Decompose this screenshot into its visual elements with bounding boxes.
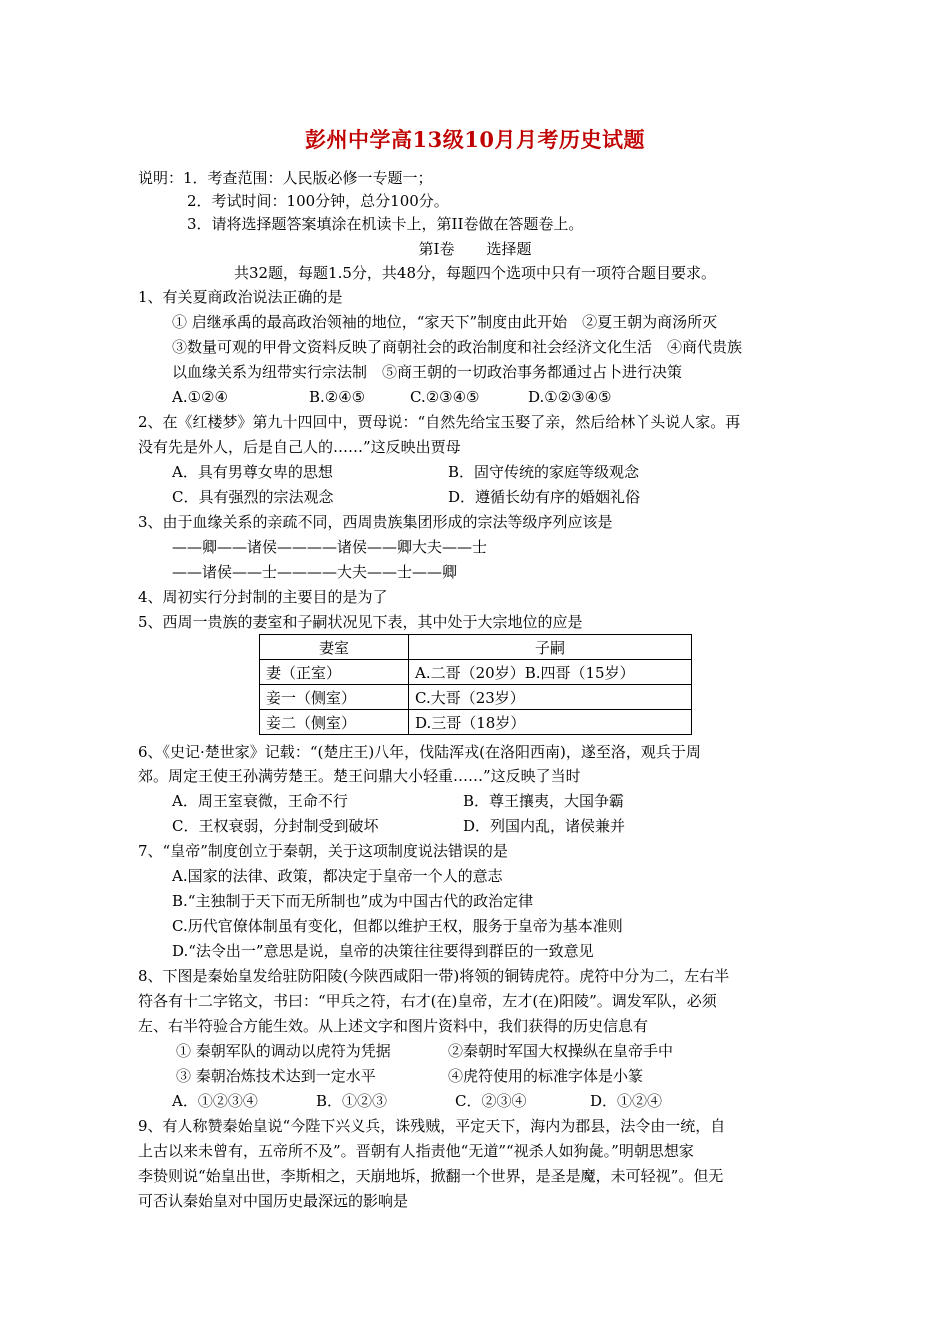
instructions-label: 说明：: [138, 169, 184, 187]
page-title: 彭州中学高13级10月月考历史试题: [305, 127, 645, 152]
q6-option-d: D．列国内乱，诸侯兼并: [463, 817, 626, 835]
instructions-line-1: 说明：1．考查范围：人民版必修一专题一；: [138, 169, 433, 187]
q8-item-2: ②秦朝时军国大权操纵在皇帝手中: [448, 1042, 674, 1060]
section-heading: 第I卷 选择题: [418, 240, 532, 258]
q3-line-2: ——诸侯——士————大夫——士——卿: [172, 563, 458, 581]
q9-stem-line-3: 李贽则说“始皇出世，李斯相之，天崩地坼，掀翻一个世界，是圣是魔，未可轻视”。但无: [138, 1167, 724, 1185]
q9-stem-line-4: 可否认秦始皇对中国历史最深远的影响是: [138, 1192, 409, 1210]
q8-stem-line-1: 8、下图是秦始皇发给驻防阳陵(今陕西咸阳一带)将领的铜铸虎符。虎符中分为二，左右半: [138, 967, 730, 985]
q1-option-a: A.①②④: [172, 388, 228, 406]
q1-line-3: 以血缘关系为纽带实行宗法制 ⑤商王朝的一切政治事务都通过占卜进行决策: [172, 363, 683, 381]
q5-stem: 5、西周一贵族的妻室和子嗣状况见下表，其中处于大宗地位的应是: [138, 613, 583, 631]
table-row: [260, 710, 692, 735]
table-header-cell: 妻室: [260, 635, 409, 660]
q7-stem: 7、“皇帝”制度创立于秦朝，关于这项制度说法错误的是: [138, 842, 508, 860]
q6-option-c: C．王权衰弱，分封制受到破坏: [172, 817, 379, 835]
q9-stem-line-2: 上古以来未曾有，五帝所不及”。晋朝有人指责他“无道”“视杀人如狗彘。”明朝思想家: [138, 1142, 694, 1160]
q2-option-c: C．具有强烈的宗法观念: [172, 488, 334, 506]
instructions-line-3: 3．请将选择题答案填涂在机读卡上，第II卷做在答题卷上。: [187, 215, 584, 233]
q9-stem-line-1: 9、有人称赞秦始皇说“今陛下兴义兵，诛残贼，平定天下，海内为郡县，法令由一统，自: [138, 1117, 726, 1135]
q8-option-a: A．①②③④: [172, 1092, 258, 1110]
table-row: [260, 685, 692, 710]
table-header-row: [260, 635, 692, 660]
q6-option-b: B．尊王攘夷，大国争霸: [463, 792, 625, 810]
q4-stem: 4、周初实行分封制的主要目的是为了: [138, 588, 388, 606]
q8-option-b: B．①②③: [316, 1092, 388, 1110]
q7-option-c: C.历代官僚体制虽有变化，但都以维护王权，服务于皇帝为基本准则: [172, 917, 623, 935]
q5-table: [259, 634, 692, 735]
table-row: [260, 660, 692, 685]
q7-option-d: D.“法令出一”意思是说，皇帝的决策往往要得到群臣的一致意见: [172, 942, 594, 960]
q6-option-a: A．周王室衰微，王命不行: [172, 792, 348, 810]
table-cell: 妾一（侧室）: [260, 685, 409, 710]
table-cell: 妻（正室）: [260, 660, 409, 685]
q1-option-d: D.①②③④⑤: [528, 388, 612, 406]
q8-option-d: D．①②④: [590, 1092, 663, 1110]
table-header-cell: 子嗣: [409, 635, 692, 660]
q8-item-3: ③ 秦朝冶炼技术达到一定水平: [176, 1067, 376, 1085]
table-cell: 妾二（侧室）: [260, 710, 409, 735]
q1-option-c: C.②③④⑤: [410, 388, 480, 406]
q3-stem: 3、由于血缘关系的亲疏不同，西周贵族集团形成的宗法等级序列应该是: [138, 513, 613, 531]
q6-stem-line-1: 6、《史记·楚世家》记载：“(楚庄王)八年，伐陆浑戎(在洛阳西南)，遂至洛，观兵于周: [138, 743, 701, 761]
q8-item-1: ① 秦朝军队的调动以虎符为凭据: [176, 1042, 391, 1060]
q6-stem-line-2: 郊。周定王使王孙满劳楚王。楚王问鼎大小轻重……”这反映了当时: [138, 767, 581, 785]
q1-line-2: ③数量可观的甲骨文资料反映了商朝社会的政治制度和社会经济文化生活 ④商代贵族: [172, 338, 743, 356]
q2-stem-line-1: 2、在《红楼梦》第九十四回中，贾母说：“自然先给宝玉娶了亲，然后给林丫头说人家。再: [138, 413, 741, 431]
q3-line-1: ——卿——诸侯————诸侯——卿大夫——士: [172, 538, 488, 556]
instructions-line-2: 2．考试时间：100分钟，总分100分。: [187, 192, 449, 210]
q1-stem: 1、有关夏商政治说法正确的是: [138, 288, 343, 306]
table-cell: C.大哥（23岁）: [409, 685, 692, 710]
q8-stem-line-2: 符各有十二字铭文，书曰：“甲兵之符，右才(在)皇帝，左才(在)阳陵”。调发军队，必须: [138, 992, 717, 1010]
q7-option-b: B.“主独制于天下而无所制也”成为中国古代的政治定律: [172, 892, 534, 910]
q2-stem-line-2: 没有先是外人，后是自己人的……”这反映出贾母: [138, 438, 461, 456]
section-note: 共32题，每题1.5分，共48分，每题四个选项中只有一项符合题目要求。: [233, 264, 717, 282]
q8-option-c: C．②③④: [455, 1092, 527, 1110]
q7-option-a: A.国家的法律、政策，都决定于皇帝一个人的意志: [172, 867, 503, 885]
q1-line-1: ① 启继承禹的最高政治领袖的地位，“家天下”制度由此开始 ②夏王朝为商汤所灭: [172, 313, 718, 331]
table-cell: A.二哥（20岁）B.四哥（15岁）: [409, 660, 692, 685]
q8-item-4: ④虎符使用的标准字体是小篆: [448, 1067, 644, 1085]
table-cell: D.三哥（18岁）: [409, 710, 692, 735]
q1-option-b: B.②④⑤: [309, 388, 366, 406]
q2-option-b: B．固守传统的家庭等级观念: [448, 463, 640, 481]
q2-option-a: A．具有男尊女卑的思想: [172, 463, 333, 481]
q8-stem-line-3: 左、右半符验合方能生效。从上述文字和图片资料中，我们获得的历史信息有: [138, 1017, 649, 1035]
q2-option-d: D．遵循长幼有序的婚姻礼俗: [448, 488, 641, 506]
